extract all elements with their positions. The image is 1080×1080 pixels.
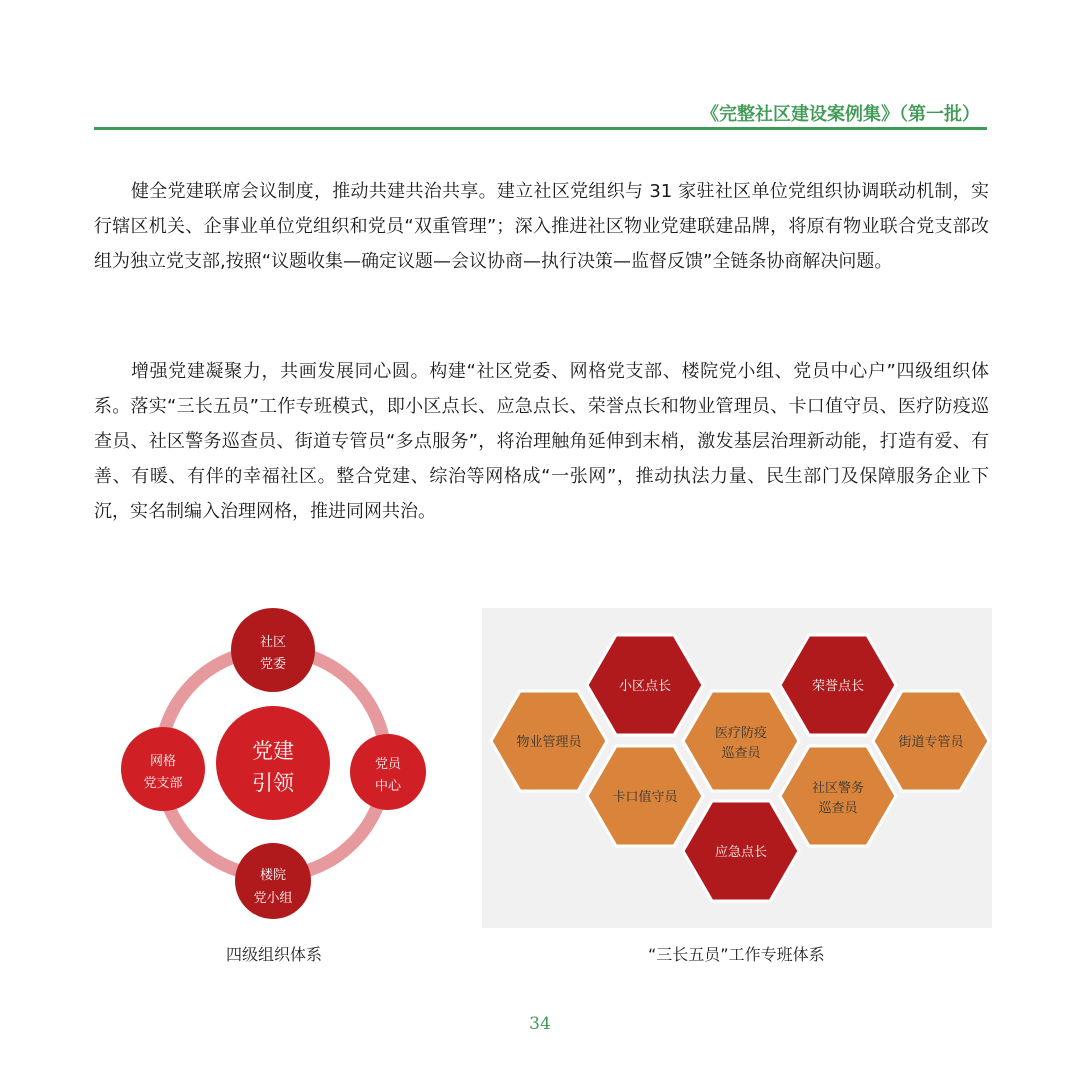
hex-label: 应急点长 [714,845,768,860]
header-rule [94,127,987,130]
hex-property-manager [491,691,607,791]
hex-street-officer [873,691,989,791]
four-level-org-diagram [108,606,438,920]
center-node [216,706,330,820]
node-grid-branch [121,727,205,811]
hex-label: 巡查员 [721,746,761,761]
hex-label: 巡查员 [818,801,858,816]
center-node-label: 引领 [252,771,294,795]
node-label: 网格 [149,754,177,769]
hex-police-inspector [780,746,896,846]
hex-label: 荣誉点长 [811,679,865,694]
hex-community-head [587,635,703,735]
node-label: 党小组 [253,891,293,906]
page-number: 34 [529,1014,551,1034]
hex-label: 街道专管员 [898,735,964,750]
node-label: 党委 [259,657,287,672]
node-label: 中心 [374,779,402,794]
node-community-committee [231,608,315,692]
hex-label: 小区点长 [618,679,672,694]
node-label: 社区 [259,635,287,650]
node-label: 楼院 [259,868,287,883]
node-label: 党员 [374,757,402,772]
figure1-caption: 四级组织体系 [226,945,323,964]
node-label: 党支部 [143,776,183,791]
hex-label: 卡口值守员 [612,790,678,805]
paragraph-party-cohesion: 增强党建凝聚力，共画发展同心圆。构建“社区党委、网格党支部、楼院党小组、党员中心户”四级组织体系。落实“三长五员”工作专班模式，即小区点长、应急点长、荣誉点长和物业管理员、卡口值守员、医疗防疫巡查员、社区警务巡查员、街道专管员“多点服务”，将治理触角延伸到末梢，激发基层治理新动能，打造有爱、有善、有暖、有伴的幸福社区。整合党建、综治等网格成“一张网”，推动执法力量、民生部门及保障服务企业下沉，实名制编入治理网格，推进同网共治。 [94,361,989,522]
figure2-caption: “三长五员”工作专班体系 [648,945,825,964]
center-node-label: 党建 [252,739,294,763]
three-heads-five-members-diagram [482,608,992,928]
hex-label: 医疗防疫 [714,726,768,741]
paragraph-party-joint-meeting: 健全党建联席会议制度，推动共建共治共享。建立社区党组织与 31 家驻社区单位党组织协调联动机制，实行辖区机关、企事业单位党组织和党员“双重管理”；深入推进社区物业党建联建品牌，将原有物业联合党支部改组为独立党支部,按照“议题收集—确定议题—会议协商—执行决策—监督反馈”全链条协商解决问题。 [94,181,989,272]
hex-honor-head [780,635,896,735]
hex-emergency-head [683,801,799,901]
hex-checkpoint-guard [587,746,703,846]
node-member-center [350,734,426,810]
running-header-title: 《完整社区建设案例集》（第一批） [701,104,980,125]
hex-medical-inspector [683,691,799,791]
hex-label: 社区警务 [811,781,865,796]
hex-label: 物业管理员 [516,735,582,750]
